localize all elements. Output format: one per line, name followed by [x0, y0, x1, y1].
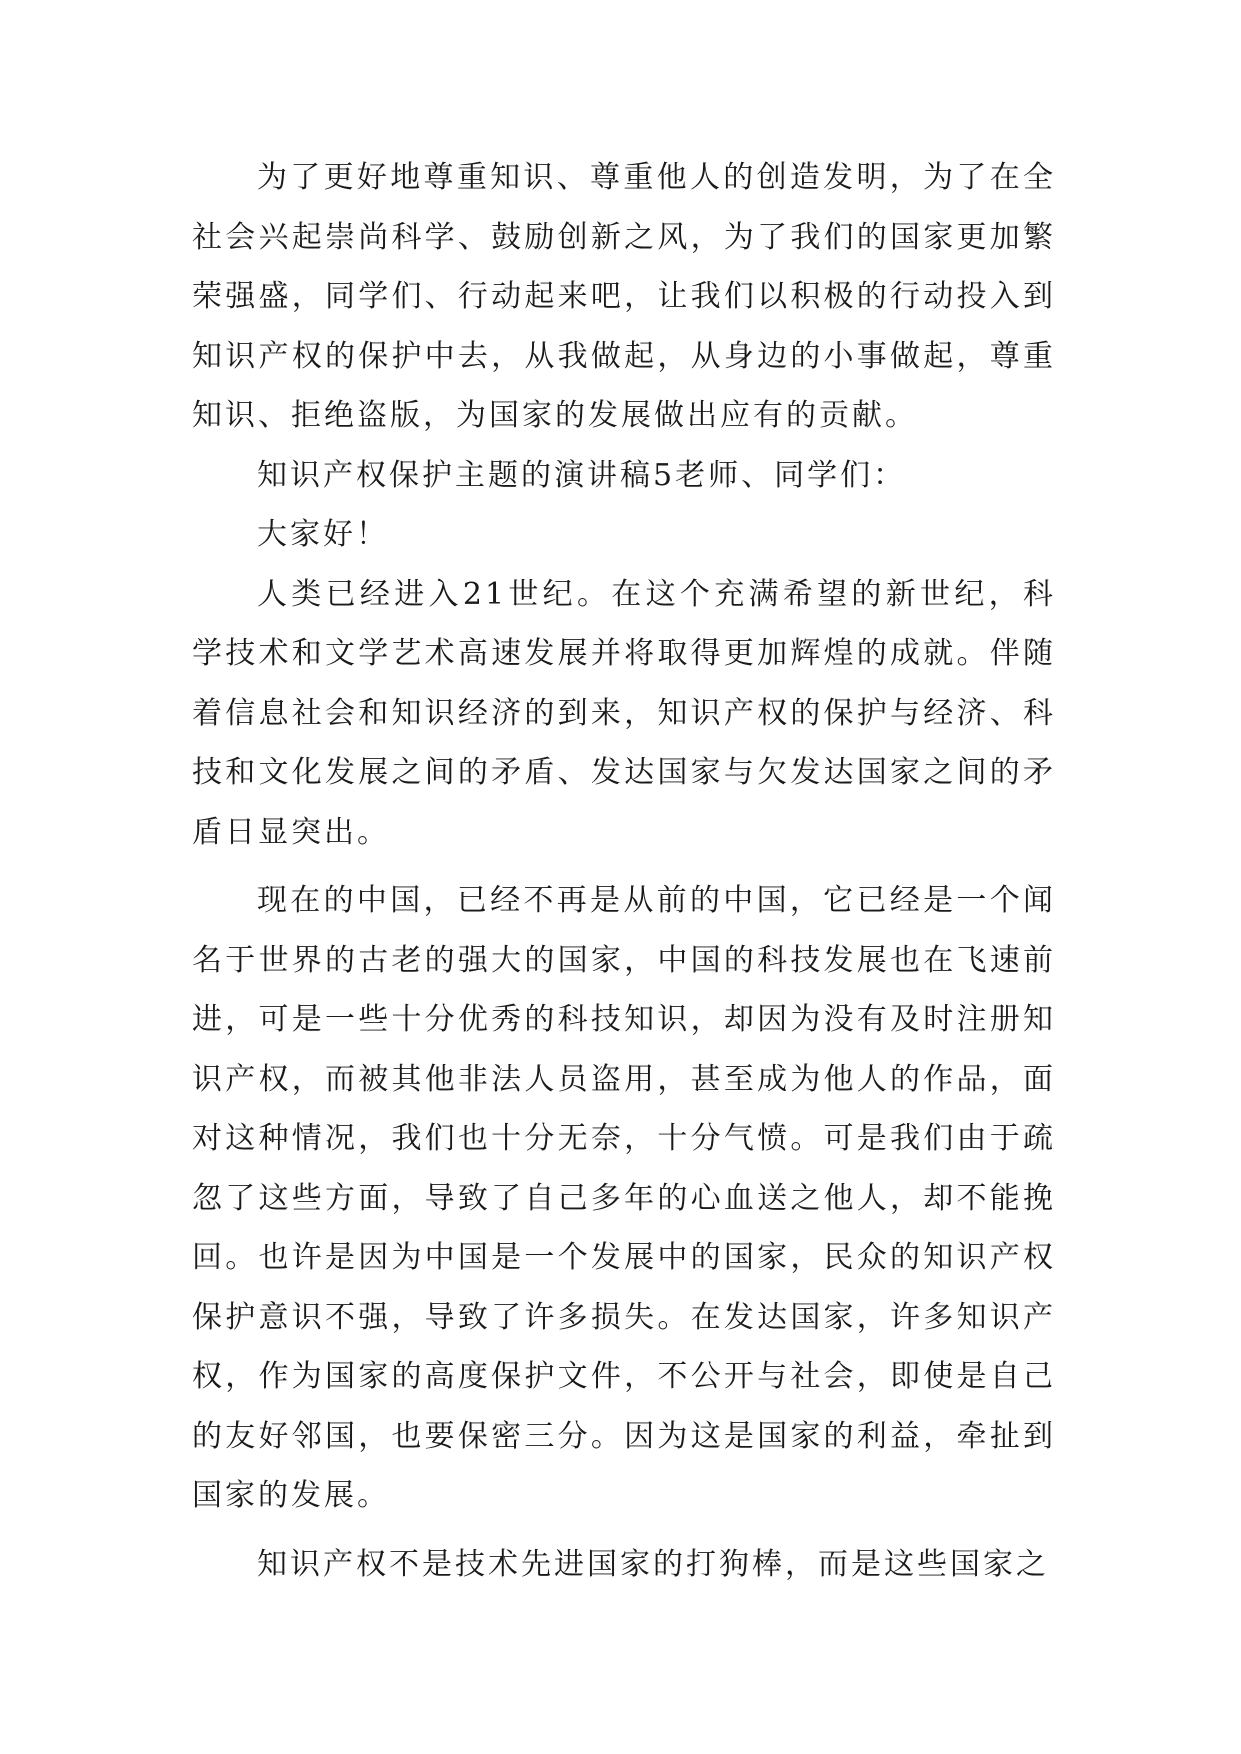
- paragraph-intro: 人类已经进入21世纪。在这个充满希望的新世纪，科学技术和文学艺术高速发展并将取得更加辉煌的成就。伴随着信息社会和知识经济的到来，知识产权的保护与经济、科技和文化发展之间的矛盾、发达国家与欠发达国家之间的矛盾日显突出。: [192, 576, 1056, 850]
- paragraph-ip-not-weapon: 知识产权不是技术先进国家的打狗棒，而是这些国家之: [257, 1546, 1049, 1582]
- paragraph-china: 现在的中国，已经不再是从前的中国，它已经是一个闻名于世界的古老的强大的国家，中国的科技发展也在飞速前进，可是一些十分优秀的科技知识，却因为没有及时注册知识产权，而被其他非法人员盗用，甚至成为他人的作品，面对这种情况，我们也十分无奈，十分气愤。可是我们由于疏忽了这些方面，导致了自己多年的心血送之他人，却不能挽回。也许是因为中国是一个发展中的国家，民众的知识产权保护意识不强，导致了许多损失。在发达国家，许多知识产权，作为国家的高度保护文件，不公开与社会，即使是自己的友好邻国，也要保密三分。因为这是国家的利益，牵扯到国家的发展。: [192, 883, 1056, 1513]
- document-page: [192, 148, 1056, 1594]
- paragraph-speech-title: 知识产权保护主题的演讲稿5老师、同学们：: [257, 457, 907, 493]
- paragraph-greeting: 大家好！: [257, 517, 389, 552]
- paragraph-conclusion: 为了更好地尊重知识、尊重他人的创造发明，为了在全社会兴起崇尚科学、鼓励创新之风，为了我们的国家更加繁荣强盛，同学们、行动起来吧，让我们以积极的行动投入到知识产权的保护中去，从我做起，从身边的小事做起，尊重知识、拒绝盗版，为国家的发展做出应有的贡献。: [192, 160, 1056, 433]
